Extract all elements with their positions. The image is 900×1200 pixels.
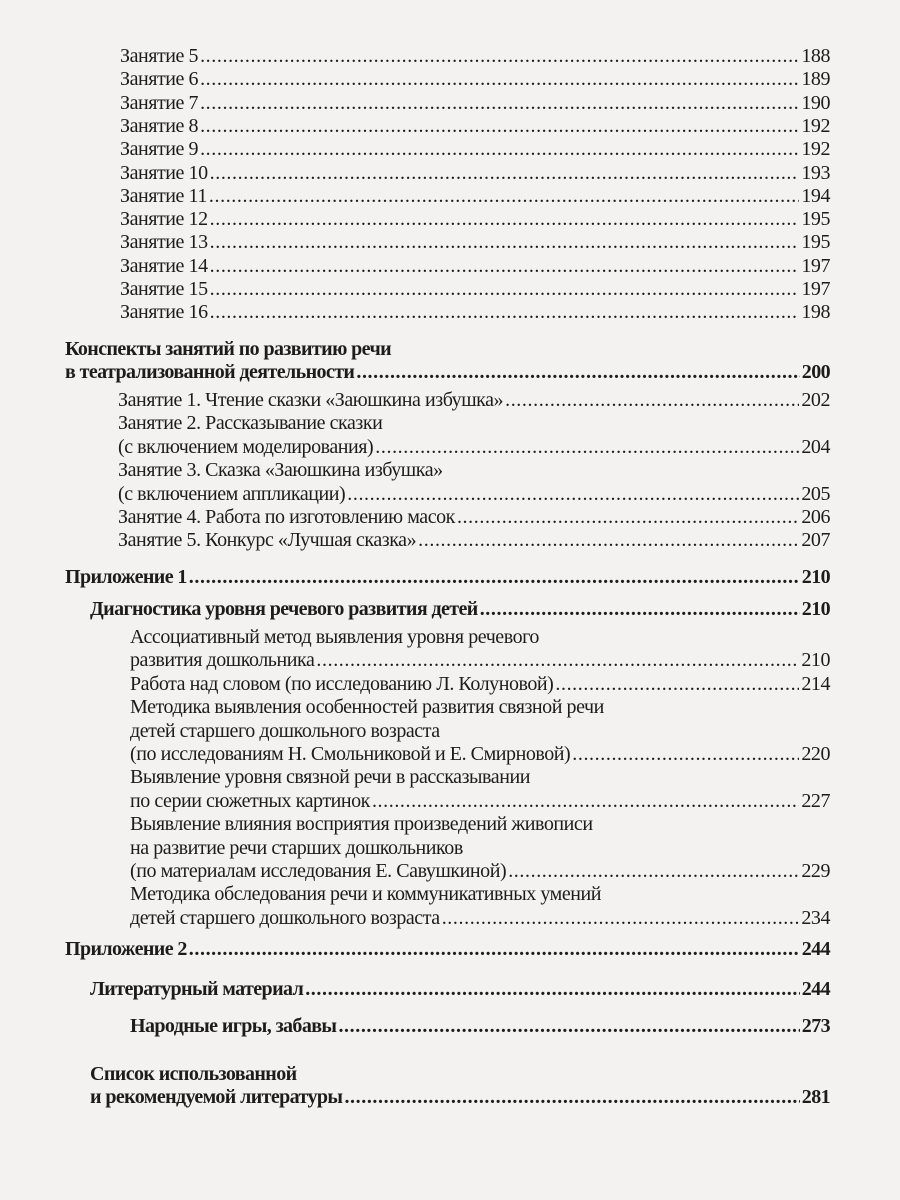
toc-entry-title: Занятие 6: [120, 68, 199, 91]
toc-entry: [130, 1015, 830, 1038]
toc-page-number: 193: [801, 161, 830, 184]
toc-entry-title: Занятие 3. Сказка «Заюшкина избушка»: [118, 459, 443, 482]
leader-dots: [372, 790, 799, 813]
toc-page-number: 204: [801, 435, 830, 458]
leader-dots: [210, 208, 800, 231]
toc-entry-line: [130, 1015, 830, 1038]
toc-entry-title: в театрализованной деятельности: [65, 361, 355, 384]
toc-entry: [120, 138, 830, 161]
toc-entry-title: Занятие 2. Рассказывание сказки: [118, 412, 383, 435]
toc-page-number: 210: [801, 598, 830, 620]
toc-page-number: 220: [801, 742, 830, 765]
toc-page-number: 195: [801, 208, 830, 231]
toc-entry: [65, 938, 830, 961]
leader-dots: [200, 92, 799, 115]
toc-entry: [120, 68, 830, 91]
toc-entry-line: [120, 138, 830, 161]
toc-entry-line: [130, 837, 830, 860]
toc-entry-title: Занятие 11: [120, 184, 207, 207]
leader-dots: [189, 566, 800, 589]
toc-entry: [130, 626, 830, 673]
toc-entry: [130, 883, 830, 930]
toc-entry-line: [130, 813, 830, 836]
toc-page-number: 189: [801, 68, 830, 91]
toc-entry-line: [118, 412, 830, 435]
toc-entry-title: Занятие 10: [120, 161, 208, 184]
leader-dots: [480, 598, 800, 621]
toc-entry-line: [130, 766, 830, 789]
toc-page-number: 227: [801, 789, 830, 812]
toc-entry: [118, 506, 830, 529]
toc-entry-title: Занятие 14: [120, 254, 208, 277]
toc-entry-line: [65, 938, 830, 961]
toc-entry-title: Работа над словом (по исследованию Л. Колуновой): [130, 672, 554, 695]
toc-entry-title: Ассоциативный метод выявления уровня речевого: [130, 626, 539, 648]
leader-dots: [316, 649, 799, 672]
toc-entry-line: [120, 115, 830, 138]
leader-dots: [189, 938, 800, 961]
toc-entry-line: [130, 860, 830, 883]
toc-entry-title: детей старшего дошкольного возраста: [130, 719, 440, 742]
toc-entry-title: Литературный материал: [90, 978, 304, 1000]
toc-entry: [118, 412, 830, 459]
toc-entry-line: [118, 529, 830, 552]
toc-entry-line: [120, 255, 830, 278]
leader-dots: [356, 361, 799, 384]
toc-entry: [90, 598, 830, 621]
toc-entry-title: (по материалам исследования Е. Савушкиной): [130, 859, 507, 882]
toc-entry: [120, 45, 830, 68]
toc-entry: [120, 208, 830, 231]
toc-entry-line: [120, 301, 830, 324]
toc-entry-title: Народные игры, забавы: [130, 1015, 337, 1037]
toc-entry-title: Конспекты занятий по развитию речи: [65, 338, 392, 360]
toc-entry-line: [120, 278, 830, 301]
toc-entry-line: [118, 436, 830, 459]
toc-entry-title: Занятие 16: [120, 301, 208, 324]
leader-dots: [347, 483, 799, 506]
leader-dots: [200, 68, 799, 91]
toc-entry: [118, 459, 830, 506]
toc-entry-title: Приложение 2: [65, 938, 187, 960]
leader-dots: [210, 301, 800, 324]
toc-page-number: 281: [801, 1086, 830, 1109]
leader-dots: [375, 436, 799, 459]
leader-dots: [508, 860, 799, 883]
leader-dots: [210, 255, 800, 278]
toc-entry-line: [65, 361, 830, 384]
toc-entry: [90, 1063, 830, 1110]
toc-page-number: 205: [801, 482, 830, 505]
toc-page-number: 192: [801, 114, 830, 137]
toc-page-number: 198: [801, 301, 830, 324]
toc-page-number: 194: [801, 184, 830, 207]
toc-entry-line: [120, 231, 830, 254]
leader-dots: [200, 138, 799, 161]
toc-page-number: 197: [801, 254, 830, 277]
toc-entry-line: [130, 673, 830, 696]
toc-entry-title: Выявление уровня связной речи в рассказывании: [130, 766, 530, 789]
toc-page-number: 195: [801, 231, 830, 254]
toc-entry: [120, 301, 830, 324]
toc-entry-title: Методика выявления особенностей развития связной речи: [130, 696, 604, 719]
toc-entry-title: развития дошкольника: [130, 649, 315, 672]
toc-entry: [118, 389, 830, 412]
toc-entry-title: (по исследованиям Н. Смольниковой и Е. Смирновой): [130, 742, 571, 765]
toc-entry-line: [120, 162, 830, 185]
toc-page-number: 244: [801, 938, 830, 960]
toc-entry-title: Занятие 5: [120, 45, 199, 67]
toc-page-number: 214: [801, 672, 830, 695]
leader-dots: [200, 115, 799, 138]
toc-entry-title: на развитие речи старших дошкольников: [130, 836, 463, 859]
toc-entry-title: Занятие 12: [120, 208, 208, 231]
toc-page-number: 210: [801, 649, 830, 672]
leader-dots: [209, 185, 799, 208]
toc-entry-title: Занятие 7: [120, 91, 199, 114]
toc-entry-title: детей старшего дошкольного возраста: [130, 906, 440, 929]
toc-entry-line: [130, 720, 830, 743]
toc-entry-title: Приложение 1: [65, 566, 187, 588]
toc-entry-line: [118, 389, 830, 412]
toc-entry-title: (с включением моделирования): [118, 435, 374, 458]
toc-entry-line: [130, 883, 830, 906]
toc-entry-title: Занятие 4. Работа по изготовлению масок: [118, 506, 455, 528]
toc-page-number: 192: [801, 138, 830, 161]
toc-entry-title: и рекомендуемой литературы: [90, 1086, 343, 1109]
toc-entry: [120, 278, 830, 301]
toc-entry-line: [130, 649, 830, 672]
toc-entry-line: [120, 45, 830, 68]
toc-entry-line: [90, 1086, 830, 1109]
leader-dots: [505, 389, 799, 412]
toc-page-number: 234: [801, 906, 830, 929]
leader-dots: [418, 529, 799, 552]
toc-page-number: 273: [801, 1015, 830, 1037]
toc-page-number: 207: [801, 529, 830, 552]
toc-entry: [118, 529, 830, 552]
leader-dots: [338, 1015, 799, 1038]
toc-entry-line: [120, 185, 830, 208]
toc-entry: [65, 338, 830, 385]
toc-entry-line: [65, 566, 830, 589]
toc-entry-line: [130, 743, 830, 766]
toc-entry: [120, 231, 830, 254]
leader-dots: [210, 162, 800, 185]
toc-entry-line: [130, 790, 830, 813]
toc-page-number: 200: [801, 361, 830, 384]
toc-page-number: 210: [801, 566, 830, 588]
leader-dots: [457, 506, 799, 529]
toc-entry-title: Диагностика уровня речевого развития детей: [90, 598, 478, 620]
toc-entry-title: Занятие 13: [120, 231, 208, 254]
toc-entry: [120, 115, 830, 138]
toc-entry-line: [118, 506, 830, 529]
toc-entry-title: Методика обследования речи и коммуникативных умений: [130, 883, 602, 906]
toc-entry: [130, 696, 830, 766]
toc-page-number: 244: [801, 978, 830, 1000]
toc-entry: [90, 978, 830, 1001]
leader-dots: [200, 45, 799, 68]
toc-page-number: 190: [801, 91, 830, 114]
toc-entry-title: Занятие 1. Чтение сказки «Заюшкина избушка»: [118, 389, 504, 411]
toc-entry-line: [130, 626, 830, 649]
leader-dots: [572, 743, 799, 766]
toc-entry: [120, 92, 830, 115]
leader-dots: [442, 907, 800, 930]
toc-entry-title: Занятие 8: [120, 114, 199, 137]
toc-entry: [130, 813, 830, 883]
leader-dots: [555, 673, 799, 696]
toc-entry-line: [120, 68, 830, 91]
toc-entry-line: [65, 338, 830, 361]
toc-entry-line: [90, 598, 830, 621]
toc-entry-line: [118, 483, 830, 506]
toc-page-number: 202: [801, 389, 830, 411]
toc-entry-title: Выявление влияния восприятия произведений живописи: [130, 813, 593, 836]
toc-entry: [120, 185, 830, 208]
toc-entry: [120, 255, 830, 278]
toc-entry-title: (с включением аппликации): [118, 482, 346, 505]
toc-entry: [65, 566, 830, 589]
toc-page-number: 206: [801, 506, 830, 528]
toc-entry-line: [120, 208, 830, 231]
toc-page-number: 197: [801, 278, 830, 300]
toc-entry-title: Занятие 15: [120, 278, 208, 300]
toc-entry-title: Занятие 9: [120, 138, 199, 161]
toc-entry-line: [130, 907, 830, 930]
toc-entry-line: [90, 1063, 830, 1086]
toc-entry-title: Занятие 5. Конкурс «Лучшая сказка»: [118, 529, 417, 552]
toc-entry-title: по серии сюжетных картинок: [130, 789, 370, 812]
toc-entry-line: [120, 92, 830, 115]
toc-entry: [130, 766, 830, 813]
toc-entry-line: [118, 459, 830, 482]
leader-dots: [210, 231, 800, 254]
toc-page-number: 229: [801, 859, 830, 882]
toc-entry: [120, 162, 830, 185]
toc-entry-line: [90, 978, 830, 1001]
leader-dots: [210, 278, 800, 301]
toc-entry-title: Список использованной: [90, 1063, 297, 1085]
toc-page-number: 188: [801, 45, 830, 67]
toc-entry-line: [130, 696, 830, 719]
leader-dots: [344, 1086, 799, 1109]
toc-entry: [130, 673, 830, 696]
leader-dots: [305, 978, 800, 1001]
